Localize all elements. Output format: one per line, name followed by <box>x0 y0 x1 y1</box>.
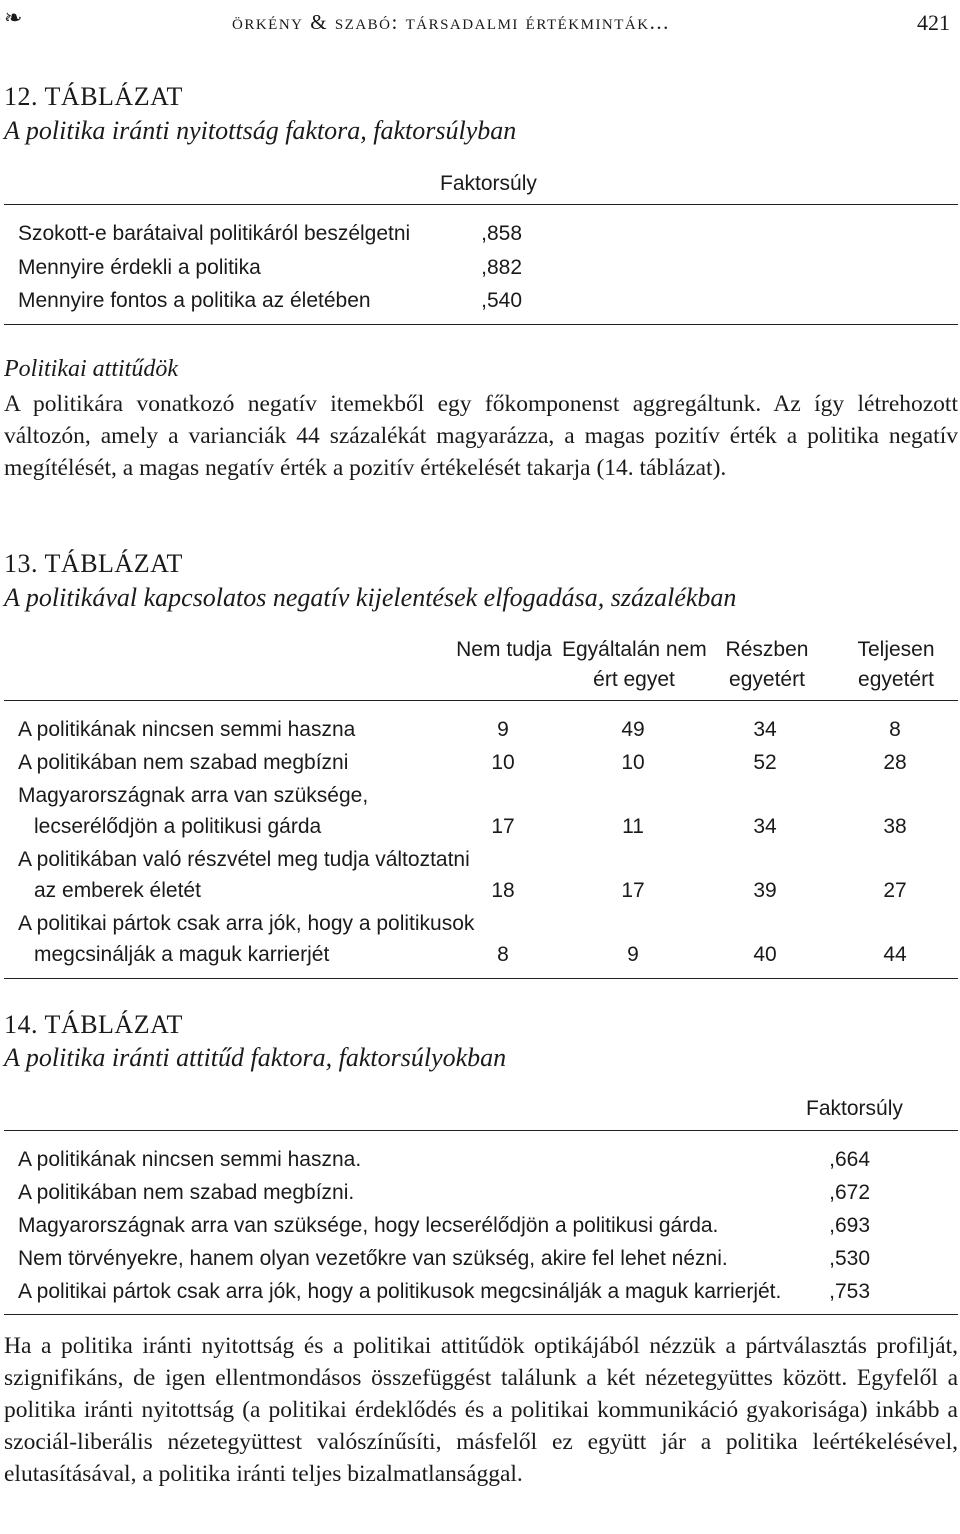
table13-row-label-cont: az emberek életét <box>34 879 201 902</box>
table12-row-value: ,540 <box>481 289 522 312</box>
table14-row-value: ,672 <box>829 1181 870 1204</box>
table13-cell: 9 <box>497 718 509 741</box>
table13-cell: 17 <box>621 879 645 902</box>
table13-cell: 52 <box>753 751 777 774</box>
table12-bottom-rule <box>4 324 958 325</box>
table12-row-label: Szokott-e barátaival politikáról beszélgetni <box>18 222 411 245</box>
table13-row-label: A politikában való részvétel meg tudja változtatni <box>18 848 470 871</box>
table14-bottom-rule <box>4 1314 958 1315</box>
table13-row-label: A politikában nem szabad megbízni <box>18 751 349 774</box>
table13-column-header: Teljesen egyetért <box>857 638 935 691</box>
table13-column-header: Részben egyetért <box>725 638 809 691</box>
table13-cell: 9 <box>627 943 639 966</box>
table13-column-header: Nem tudja <box>456 638 552 661</box>
table14-caption: A politika iránti attitűd faktora, faktorsúlyokban <box>4 1043 507 1072</box>
table14-row-value: ,530 <box>829 1247 870 1270</box>
section-paragraph: A politikára vonatkozó negatív itemekből egy főkomponenst aggregáltunk. Az így létrehozott változón, amely a varianciák 44 százalékát magyarázza, a magas pozitív érték a politika negatív megítélését, a magas negatív érték a pozitív értékelését takarja (14. táblázat). <box>4 391 958 481</box>
table13-column-header: Egyáltalán nem ért egyet <box>562 638 707 691</box>
page-number: 421 <box>917 10 950 35</box>
table13-row-label: A politikai pártok csak arra jók, hogy a politikusok <box>18 912 475 935</box>
table13-cell: 10 <box>621 751 645 774</box>
table14-row-value: ,753 <box>829 1280 870 1303</box>
table12-label: 12. TÁBLÁZAT <box>4 82 183 111</box>
table13-top-rule <box>4 700 958 701</box>
table14-row-label: Nem törvényekre, hanem olyan vezetőkre van szükség, akire fel lehet nézni. <box>18 1247 728 1270</box>
table13-cell: 49 <box>621 718 645 741</box>
table13-cell: 10 <box>491 751 515 774</box>
table14-row-label: A politikai pártok csak arra jók, hogy a politikusok megcsinálják a maguk karrierjét. <box>18 1280 782 1303</box>
table13-cell: 27 <box>883 879 907 902</box>
table12-row-value: ,858 <box>481 222 522 245</box>
table13-cell: 38 <box>883 815 907 838</box>
table13-cell: 11 <box>622 815 644 838</box>
table12-column-header: Faktorsúly <box>440 172 537 195</box>
table13-cell: 8 <box>889 718 901 741</box>
table13-cell: 28 <box>883 751 907 774</box>
table13-label: 13. TÁBLÁZAT <box>4 549 183 578</box>
table14-row-label: Magyarországnak arra van szüksége, hogy lecserélődjön a politikusi gárda. <box>18 1214 719 1237</box>
table13-cell: 34 <box>753 718 777 741</box>
table13-cell: 39 <box>753 879 777 902</box>
table13-row-label: A politikának nincsen semmi haszna <box>18 718 356 741</box>
table14-top-rule <box>4 1130 958 1131</box>
table13-row-label-cont: megcsinálják a maguk karrierjét <box>34 943 330 966</box>
ornament-icon: ❧ <box>4 6 23 31</box>
table14-row-label: A politikának nincsen semmi haszna. <box>18 1148 362 1171</box>
table13-row-label: Magyarországnak arra van szüksége, <box>18 784 369 807</box>
table12-row-label: Mennyire fontos a politika az életében <box>18 289 371 312</box>
running-title: örkény & szabó: társadalmi értékminták... <box>232 10 670 34</box>
table14-row-value: ,693 <box>829 1214 870 1237</box>
table14-row-value: ,664 <box>829 1148 870 1171</box>
table13-cell: 44 <box>883 943 907 966</box>
table12-row-value: ,882 <box>481 256 522 279</box>
table14-column-header: Faktorsúly <box>806 1097 903 1120</box>
table14-label: 14. TÁBLÁZAT <box>4 1010 183 1039</box>
table13-cell: 34 <box>753 815 777 838</box>
section-heading: Politikai attitűdök <box>4 356 178 382</box>
table13-caption: A politikával kapcsolatos negatív kijelentések elfogadása, százalékban <box>4 583 737 612</box>
table12-caption: A politika iránti nyitottság faktora, faktorsúlyban <box>4 116 517 145</box>
table12-row-label: Mennyire érdekli a politika <box>18 256 261 279</box>
table13-row-label-cont: lecserélődjön a politikusi gárda <box>34 815 322 838</box>
table13-cell: 18 <box>491 879 515 902</box>
table13-bottom-rule <box>4 978 958 979</box>
closing-paragraph: Ha a politika iránti nyitottság és a politikai attitűdök optikájából nézzük a pártválasztás profilját, szignifikáns, de igen ellentmondásos összefüggést találunk a két nézetegyüttes között. Egyfelől a politika iránti nyitottság (a politikai érdeklődés és a politikai kommunikáció gyakorisága) inkább a szociál-liberális nézetegyüttest valószínűsíti, másfelől ez együtt jár a politika leértékelésével, elutasításával, a politika iránti teljes bizalmatlansággal. <box>4 1333 958 1487</box>
table13-cell: 40 <box>753 943 777 966</box>
running-header <box>0 4 960 38</box>
table13-cell: 17 <box>491 815 515 838</box>
table14-row-label: A politikában nem szabad megbízni. <box>18 1181 355 1204</box>
table12-top-rule <box>4 204 958 205</box>
table13-cell: 8 <box>497 943 509 966</box>
